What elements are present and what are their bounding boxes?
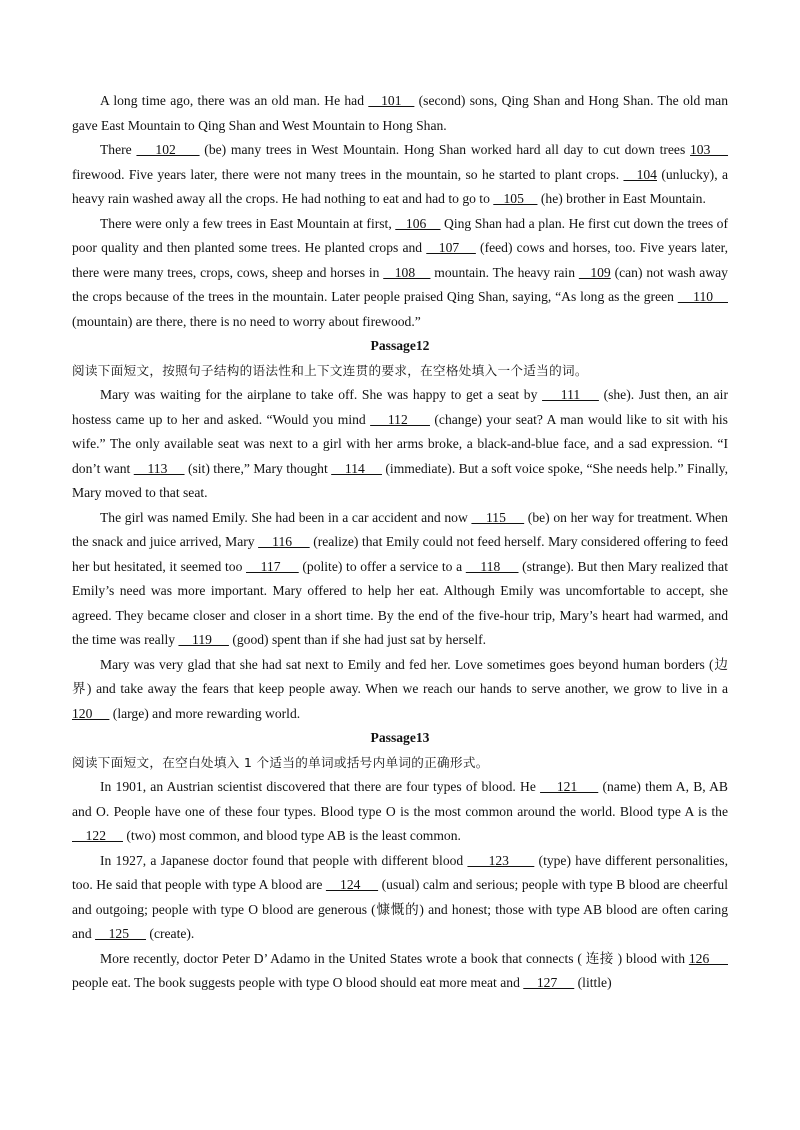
passage-title: Passage13 xyxy=(370,730,430,745)
text-run: More recently, doctor Peter D’ Adamo in the United States wrote a book that connects ( 连接 ) blood with xyxy=(100,950,689,966)
answer-blank[interactable]: 111 xyxy=(542,387,599,402)
text-run: (be) on her way for treatment. When the snack and juice arrived, Mary xyxy=(72,509,728,549)
text-run: In 1927, a Japanese doctor found that people with different blood xyxy=(100,852,468,868)
text-run: Mary was very glad that she had sat next to Emily and fed her. Love sometimes goes beyond human borders (边界) and take away the fears that keep people away. When we reach our hands to serve another, we grow to live in a xyxy=(72,656,728,696)
answer-blank[interactable]: 118 xyxy=(465,558,519,574)
text-run: (large) and more rewarding world. xyxy=(109,705,301,721)
answer-blank[interactable]: 113 xyxy=(133,460,185,476)
text-run: (can) not wash away the crops because of the trees in the mountain. Later people praised Qing Shan, saying, “As long as the green xyxy=(72,264,728,304)
answer-blank[interactable]: 110 xyxy=(677,289,728,304)
answer-blank[interactable]: 125 xyxy=(95,926,147,941)
text-run: (feed) cows and horses, too. Five years later, there were many trees, crops, cows, sheep and horses in xyxy=(72,240,728,280)
text-run: (type) have different personalities, too. He said that people with type A blood are xyxy=(72,852,728,892)
answer-blank[interactable]: 122 xyxy=(72,828,123,843)
answer-blank[interactable]: 117 xyxy=(246,558,299,574)
text-run: (good) spent than if she had just sat by herself. xyxy=(228,632,487,647)
passage-12 xyxy=(72,334,728,726)
paragraph xyxy=(72,947,728,996)
text-run: (little) xyxy=(574,975,612,990)
answer-blank[interactable]: 121 xyxy=(540,779,599,794)
text-run: (change) your seat? A man would like to sit with his wife.” The only available seat was next to a girl with her arms broke, a black-and-blue face, and a sad expression. “I don’t want xyxy=(72,411,728,476)
answer-blank[interactable]: 101 xyxy=(368,93,415,108)
paragraph xyxy=(72,89,728,138)
answer-blank[interactable]: 103 xyxy=(690,142,729,157)
text-run: In 1901, an Austrian scientist discovered that there are four types of blood. He xyxy=(100,779,541,794)
text-run: people eat. The book suggests people with type O blood should eat more meat and xyxy=(72,975,524,990)
answer-blank[interactable]: 123 xyxy=(467,852,535,868)
passage-13 xyxy=(72,726,728,996)
text-run: (create). xyxy=(146,926,195,941)
text-run: There xyxy=(100,142,137,157)
answer-blank[interactable]: 112 xyxy=(370,411,430,427)
answer-blank[interactable]: 109 xyxy=(578,264,611,280)
answer-blank[interactable]: 105 xyxy=(493,191,538,206)
answer-blank[interactable]: 116 xyxy=(258,534,310,549)
text-run: (he) brother in East Mountain. xyxy=(537,191,706,206)
passage-instruction: 阅读下面短文，按照句子结构的语法性和上下文连贯的要求，在空格处填入一个适当的词。 xyxy=(72,362,588,378)
text-run: firewood. Five years later, there were not many trees in the mountain, so he started to plant crops. xyxy=(72,166,624,182)
answer-blank[interactable]: 106 xyxy=(395,215,441,231)
text-run: There were only a few trees in East Mountain at first, xyxy=(100,215,396,231)
paragraph xyxy=(72,383,728,506)
answer-blank[interactable]: 108 xyxy=(383,264,431,280)
text-run: (immediate). But a soft voice spoke, “She needs help.” Finally, Mary moved to that seat. xyxy=(72,460,728,500)
text-run: (name) them A, B, AB and O. People have one of these four types. Blood type O is the most common around the world. Blood type A is the xyxy=(72,779,729,819)
text-run: (strange). But then Mary realized that Emily’s need was more important. Mary offered to help her eat. Although Emily was uncomfortable to accept, she agreed. They became closer and closer in a short time. By the end of the five-hour trip, Mary’s heart had warmed, and the time was really xyxy=(72,558,728,647)
text-run: (mountain) are there, there is no need to worry about firewood.” xyxy=(72,313,421,329)
text-run: A long time ago, there was an old man. He had xyxy=(100,93,369,108)
answer-blank[interactable]: 104 xyxy=(623,166,657,182)
passage-title: Passage12 xyxy=(370,338,430,353)
answer-blank[interactable]: 124 xyxy=(325,877,379,892)
text-run: The girl was named Emily. She had been in a car accident and now xyxy=(100,509,472,525)
paragraph xyxy=(72,212,728,335)
passage-11 xyxy=(72,89,728,334)
answer-blank[interactable]: 115 xyxy=(471,509,525,525)
answer-blank[interactable]: 114 xyxy=(331,460,382,476)
text-run: (she). Just then, an air hostess came up to her and asked. “Would you mind xyxy=(72,387,728,427)
answer-blank[interactable]: 126 xyxy=(688,950,728,966)
text-run: Mary was waiting for the airplane to take off. She was happy to get a seat by xyxy=(100,387,543,402)
text-run: (sit) there,” Mary thought xyxy=(184,460,332,476)
text-run: (second) sons, Qing Shan and Hong Shan. The old man gave East Mountain to Qing Shan and West Mountain to Hong Shan. xyxy=(72,93,729,133)
answer-blank[interactable]: 120 xyxy=(72,705,110,721)
paragraph xyxy=(72,849,728,947)
answer-blank[interactable]: 119 xyxy=(178,632,229,647)
document-page xyxy=(72,89,728,996)
text-run: mountain. The heavy rain xyxy=(430,264,579,280)
paragraph xyxy=(72,506,728,653)
text-run: Qing Shan had a plan. He first cut down the trees of poor quality and then planted some trees. He planted crops and xyxy=(72,215,728,255)
text-run: (be) many trees in West Mountain. Hong Shan worked hard all day to cut down trees xyxy=(199,142,690,157)
text-run: (polite) to offer a service to a xyxy=(298,558,466,574)
text-run: (realize) that Emily could not feed herself. Mary considered offering to feed her but hesitated, it seemed too xyxy=(72,534,728,574)
paragraph xyxy=(72,775,728,849)
paragraph xyxy=(72,138,728,212)
answer-blank[interactable]: 107 xyxy=(426,240,476,255)
text-run: (usual) calm and serious; people with type B blood are cheerful and outgoing; people with type O blood are generous (慷慨的) and honest; those with type AB blood are often caring and xyxy=(72,877,728,941)
paragraph xyxy=(72,653,728,727)
answer-blank[interactable]: 102 xyxy=(136,142,200,157)
text-run: (two) most common, and blood type AB is the least common. xyxy=(122,828,461,843)
answer-blank[interactable]: 127 xyxy=(523,975,575,990)
text-run: (unlucky), a heavy rain washed away all the crops. He had nothing to eat and had to go to xyxy=(72,166,729,206)
passage-instruction: 阅读下面短文，在空白处填入 1 个适当的单词或括号内单词的正确形式。 xyxy=(72,754,489,770)
